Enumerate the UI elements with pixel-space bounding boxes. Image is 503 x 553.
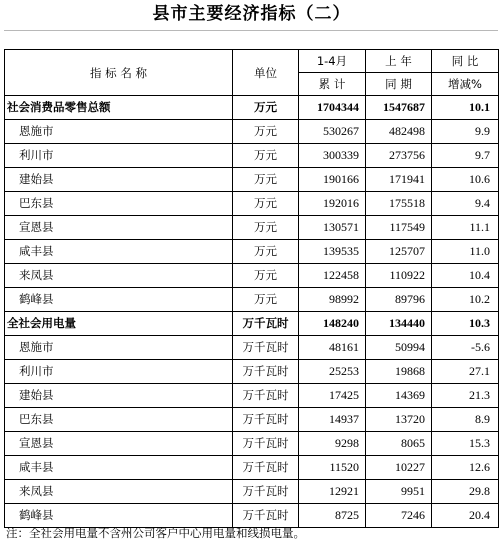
unit-cell: 万元 — [233, 96, 299, 120]
footnote: 注：全社会用电量不含州公司客户中心用电量和线损电量。 — [6, 526, 305, 540]
prev-year-value-cell: 134440 — [366, 312, 432, 336]
table-row — [5, 240, 499, 264]
prev-year-value-cell: 9951 — [366, 480, 432, 504]
yoy-change-cell: 10.3 — [432, 312, 499, 336]
prev-year-value-cell: 110922 — [366, 264, 432, 288]
indicator-name-cell: 巴东县 — [5, 192, 233, 216]
table-row — [5, 432, 499, 456]
cumulative-value-cell: 1704344 — [299, 96, 366, 120]
yoy-change-cell: 8.9 — [432, 408, 499, 432]
yoy-change-cell: 10.6 — [432, 168, 499, 192]
unit-cell: 万千瓦时 — [233, 480, 299, 504]
unit-cell: 万元 — [233, 264, 299, 288]
unit-cell: 万千瓦时 — [233, 312, 299, 336]
unit-cell: 万元 — [233, 192, 299, 216]
indicator-name-cell: 恩施市 — [5, 336, 233, 360]
table-row — [5, 264, 499, 288]
unit-cell: 万元 — [233, 216, 299, 240]
cumulative-value-cell: 25253 — [299, 360, 366, 384]
cumulative-value-cell: 12921 — [299, 480, 366, 504]
cumulative-value-cell: 130571 — [299, 216, 366, 240]
cumulative-value-cell: 122458 — [299, 264, 366, 288]
table-row — [5, 480, 499, 504]
indicator-name-cell: 建始县 — [5, 168, 233, 192]
yoy-change-cell: 9.9 — [432, 120, 499, 144]
yoy-change-cell: 21.3 — [432, 384, 499, 408]
header-cumulative: 累 计 — [299, 73, 366, 96]
prev-year-value-cell: 117549 — [366, 216, 432, 240]
header-same-period: 同 期 — [366, 73, 432, 96]
indicator-name-cell: 利川市 — [5, 360, 233, 384]
cumulative-value-cell: 530267 — [299, 120, 366, 144]
yoy-change-cell: 9.4 — [432, 192, 499, 216]
indicator-name-cell: 巴东县 — [5, 408, 233, 432]
unit-cell: 万元 — [233, 288, 299, 312]
cumulative-value-cell: 190166 — [299, 168, 366, 192]
prev-year-value-cell: 175518 — [366, 192, 432, 216]
yoy-change-cell: 11.0 — [432, 240, 499, 264]
table-row — [5, 216, 499, 240]
cumulative-value-cell: 192016 — [299, 192, 366, 216]
title-divider — [4, 30, 498, 31]
unit-cell: 万千瓦时 — [233, 336, 299, 360]
indicator-name-cell: 恩施市 — [5, 120, 233, 144]
table-row — [5, 120, 499, 144]
yoy-change-cell: 27.1 — [432, 360, 499, 384]
table-row — [5, 192, 499, 216]
table-row — [5, 456, 499, 480]
header-prev-year: 上 年 — [366, 50, 432, 73]
unit-cell: 万千瓦时 — [233, 408, 299, 432]
unit-cell: 万千瓦时 — [233, 432, 299, 456]
yoy-change-cell: 9.7 — [432, 144, 499, 168]
yoy-change-cell: 29.8 — [432, 480, 499, 504]
indicator-name-cell: 咸丰县 — [5, 240, 233, 264]
indicator-name-cell: 全社会用电量 — [5, 312, 233, 336]
indicator-name-cell: 宣恩县 — [5, 216, 233, 240]
header-indicator-name: 指 标 名 称 — [5, 50, 233, 96]
page-title: 县市主要经济指标（二） — [152, 4, 351, 24]
table-row — [5, 336, 499, 360]
indicator-name-cell: 建始县 — [5, 384, 233, 408]
cumulative-value-cell: 98992 — [299, 288, 366, 312]
prev-year-value-cell: 10227 — [366, 456, 432, 480]
yoy-change-cell: 10.4 — [432, 264, 499, 288]
unit-cell: 万千瓦时 — [233, 456, 299, 480]
header-cumulative-period: 1-4月 — [299, 50, 366, 73]
yoy-change-cell: 15.3 — [432, 432, 499, 456]
cumulative-value-cell: 48161 — [299, 336, 366, 360]
economic-indicators-table — [4, 49, 499, 528]
yoy-change-cell: 12.6 — [432, 456, 499, 480]
table-row — [5, 360, 499, 384]
prev-year-value-cell: 8065 — [366, 432, 432, 456]
unit-cell: 万千瓦时 — [233, 384, 299, 408]
table-row — [5, 168, 499, 192]
unit-cell: 万元 — [233, 168, 299, 192]
cumulative-value-cell: 8725 — [299, 504, 366, 528]
indicator-name-cell: 来凤县 — [5, 264, 233, 288]
table-row — [5, 384, 499, 408]
yoy-change-cell: 11.1 — [432, 216, 499, 240]
unit-cell: 万千瓦时 — [233, 360, 299, 384]
prev-year-value-cell: 89796 — [366, 288, 432, 312]
table-row-total — [5, 312, 499, 336]
prev-year-value-cell: 14369 — [366, 384, 432, 408]
header-change-percent: 增减% — [432, 73, 499, 96]
indicator-name-cell: 鹤峰县 — [5, 504, 233, 528]
cumulative-value-cell: 9298 — [299, 432, 366, 456]
unit-cell: 万元 — [233, 240, 299, 264]
indicator-name-cell: 来凤县 — [5, 480, 233, 504]
unit-cell: 万元 — [233, 144, 299, 168]
cumulative-value-cell: 11520 — [299, 456, 366, 480]
table-row — [5, 144, 499, 168]
prev-year-value-cell: 482498 — [366, 120, 432, 144]
unit-cell: 万元 — [233, 120, 299, 144]
indicator-name-cell: 咸丰县 — [5, 456, 233, 480]
prev-year-value-cell: 171941 — [366, 168, 432, 192]
table-row-total — [5, 96, 499, 120]
yoy-change-cell: 10.2 — [432, 288, 499, 312]
cumulative-value-cell: 139535 — [299, 240, 366, 264]
yoy-change-cell: -5.6 — [432, 336, 499, 360]
prev-year-value-cell: 13720 — [366, 408, 432, 432]
cumulative-value-cell: 300339 — [299, 144, 366, 168]
prev-year-value-cell: 125707 — [366, 240, 432, 264]
prev-year-value-cell: 7246 — [366, 504, 432, 528]
prev-year-value-cell: 1547687 — [366, 96, 432, 120]
indicator-name-cell: 宣恩县 — [5, 432, 233, 456]
header-unit: 单位 — [233, 50, 299, 96]
prev-year-value-cell: 50994 — [366, 336, 432, 360]
yoy-change-cell: 10.1 — [432, 96, 499, 120]
cumulative-value-cell: 14937 — [299, 408, 366, 432]
cumulative-value-cell: 17425 — [299, 384, 366, 408]
indicator-name-cell: 利川市 — [5, 144, 233, 168]
prev-year-value-cell: 19868 — [366, 360, 432, 384]
indicator-name-cell: 社会消费品零售总额 — [5, 96, 233, 120]
yoy-change-cell: 20.4 — [432, 504, 499, 528]
prev-year-value-cell: 273756 — [366, 144, 432, 168]
header-yoy: 同 比 — [432, 50, 499, 73]
table-row — [5, 408, 499, 432]
indicator-name-cell: 鹤峰县 — [5, 288, 233, 312]
cumulative-value-cell: 148240 — [299, 312, 366, 336]
table-row — [5, 288, 499, 312]
unit-cell: 万千瓦时 — [233, 504, 299, 528]
